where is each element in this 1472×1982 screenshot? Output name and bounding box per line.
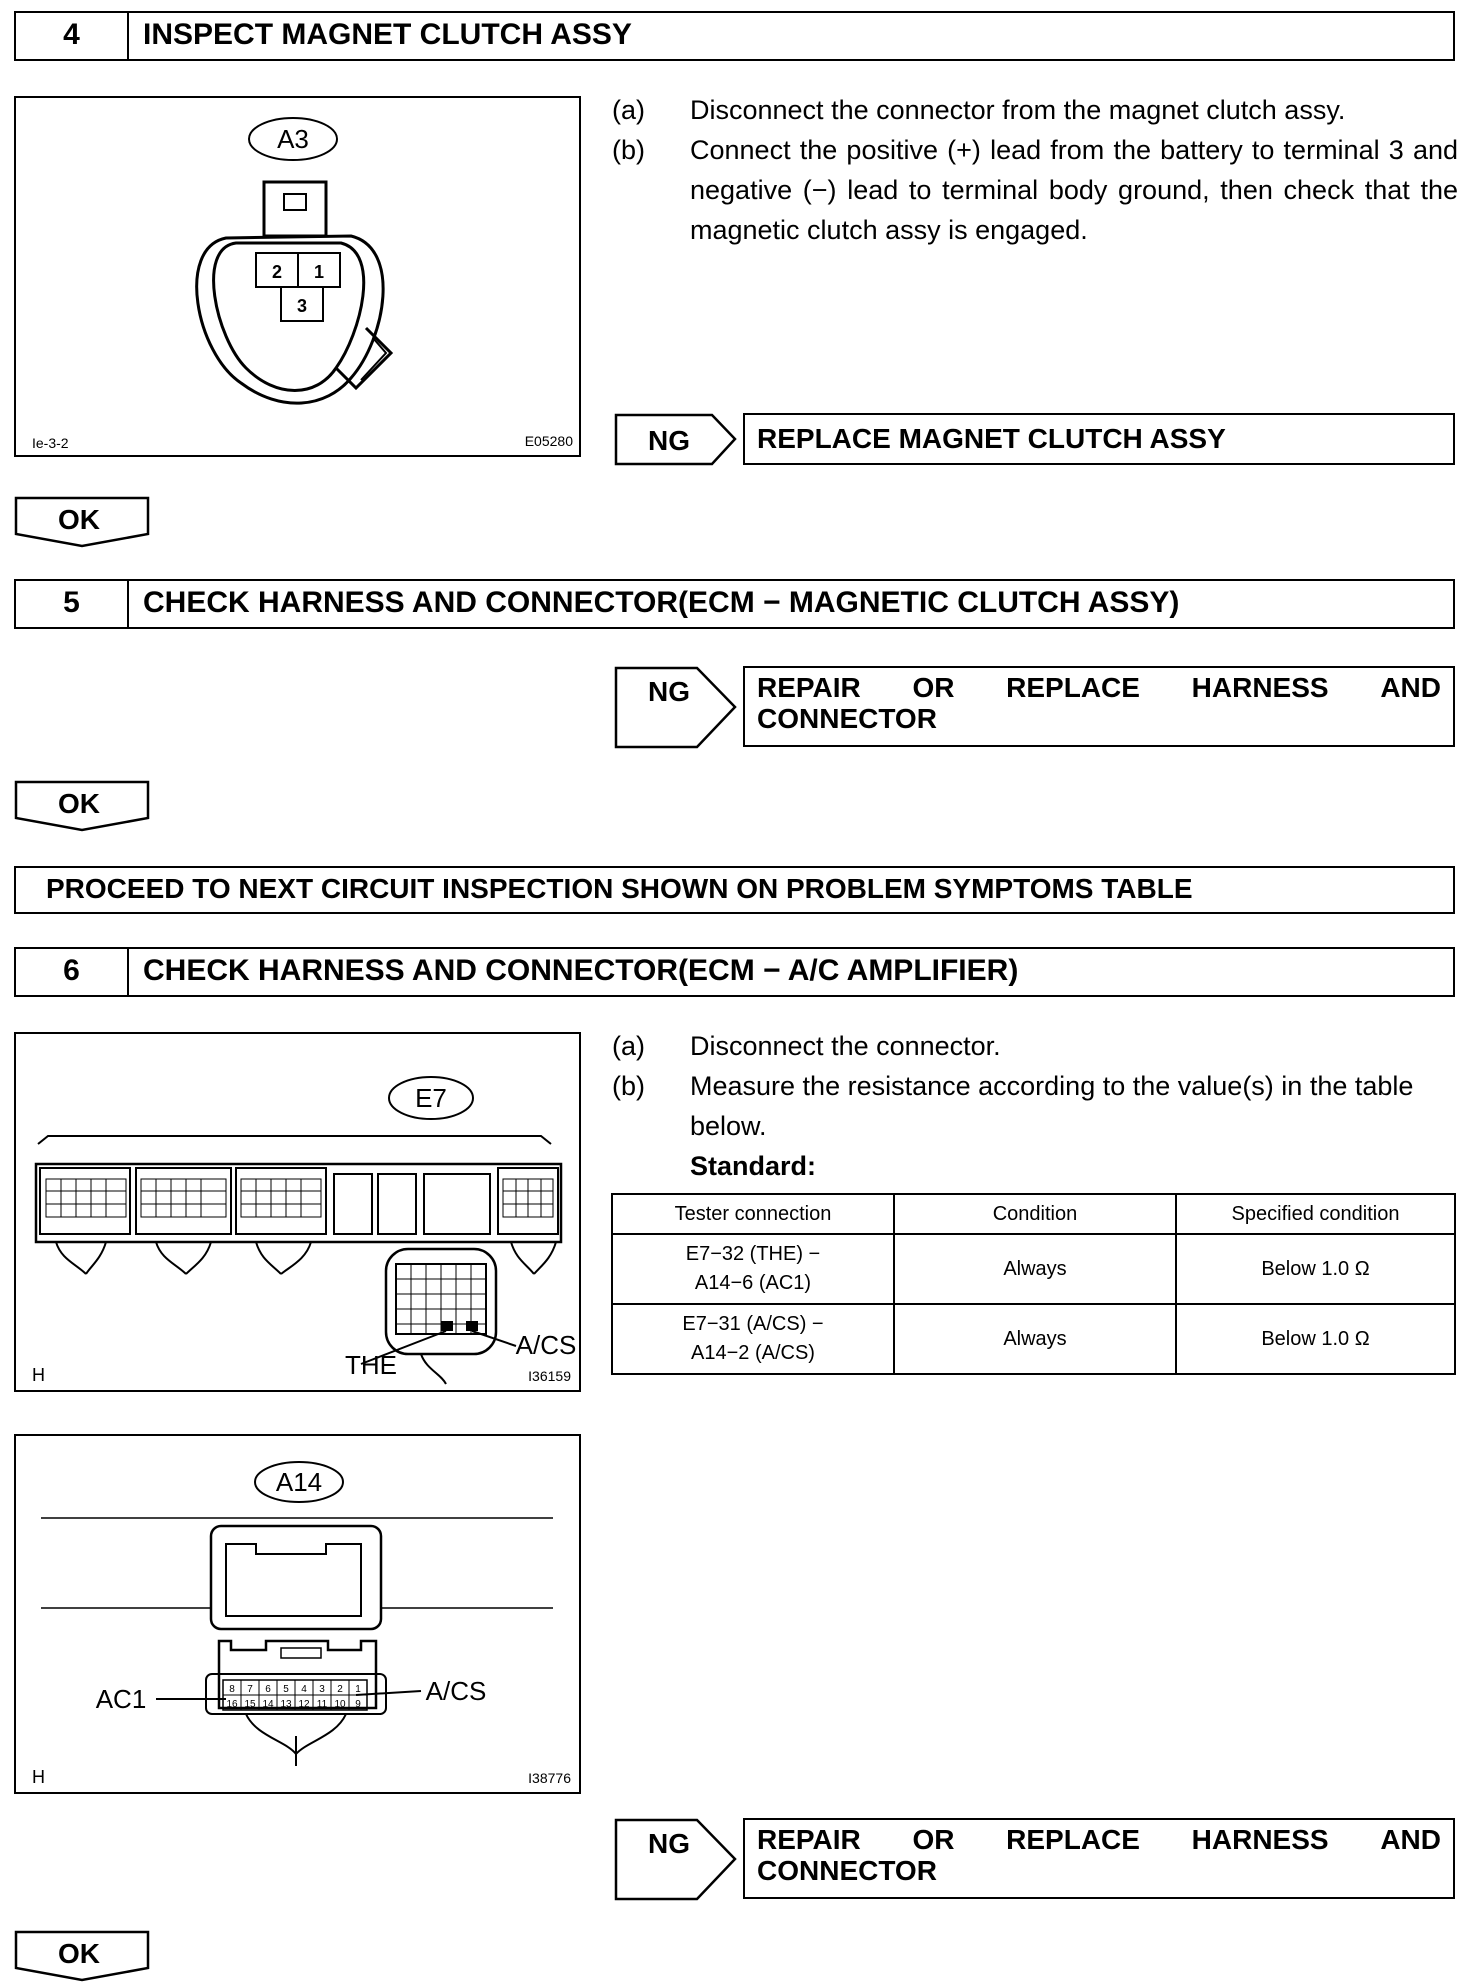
pin-number: 11 bbox=[316, 1699, 328, 1710]
result-line-2: CONNECTOR bbox=[757, 703, 937, 734]
svg-text:A14: A14 bbox=[275, 1467, 323, 1497]
label-acs: A/CS bbox=[425, 1676, 487, 1706]
table-row bbox=[612, 1304, 1455, 1374]
figure-code-right: I38776 bbox=[528, 1770, 571, 1786]
table-row bbox=[612, 1234, 1455, 1304]
connector-e7-diagram bbox=[16, 1034, 578, 1389]
pin-number: 3 bbox=[319, 1684, 325, 1695]
label-ac1: AC1 bbox=[95, 1684, 147, 1714]
pin-number: 4 bbox=[301, 1684, 307, 1695]
svg-text:2: 2 bbox=[271, 262, 283, 282]
svg-text:NG: NG bbox=[648, 676, 690, 707]
ecm-connector-figure bbox=[14, 1032, 581, 1392]
svg-text:1: 1 bbox=[313, 262, 325, 282]
figure-code-right: E05280 bbox=[524, 433, 573, 449]
result-line-1: REPAIR OR REPLACE HARNESS AND bbox=[757, 672, 1441, 703]
svg-text:3: 3 bbox=[296, 296, 308, 316]
svg-text:OK: OK bbox=[58, 1938, 100, 1969]
step-5-header bbox=[14, 579, 1455, 629]
ok-tab bbox=[14, 1930, 150, 1982]
column-header: Tester connection bbox=[612, 1194, 894, 1234]
table-cell: Below 1.0 Ω bbox=[1176, 1304, 1455, 1374]
label-the: THE bbox=[345, 1350, 397, 1380]
pin-number: 1 bbox=[355, 1684, 361, 1695]
pin-number: 2 bbox=[337, 1684, 343, 1695]
step-number: 4 bbox=[16, 13, 129, 59]
step-4-header bbox=[14, 11, 1455, 61]
svg-text:E7: E7 bbox=[415, 1083, 447, 1113]
label-acs: A/CS bbox=[515, 1330, 577, 1360]
figure-code-right: I36159 bbox=[528, 1368, 571, 1384]
connector-a3-diagram bbox=[16, 98, 578, 454]
ng-arrow bbox=[614, 1818, 739, 1902]
table-cell: Below 1.0 Ω bbox=[1176, 1234, 1455, 1304]
ng-arrow bbox=[614, 413, 739, 467]
result-line-1: REPAIR OR REPLACE HARNESS AND bbox=[757, 1824, 1441, 1855]
step-6-header bbox=[14, 947, 1455, 997]
pin-number: 6 bbox=[265, 1684, 271, 1695]
figure-code-left: Ie-3-2 bbox=[32, 435, 69, 451]
svg-text:OK: OK bbox=[58, 788, 100, 819]
ac-amplifier-connector-figure bbox=[14, 1434, 581, 1794]
pin-number: 10 bbox=[334, 1699, 346, 1710]
standard-label: Standard: bbox=[690, 1151, 817, 1181]
magnet-clutch-connector-figure bbox=[14, 96, 581, 457]
step-title: CHECK HARNESS AND CONNECTOR(ECM − MAGNETIC CLUTCH ASSY) bbox=[143, 586, 1180, 619]
step-number: 5 bbox=[16, 581, 129, 627]
connector-a14-diagram bbox=[16, 1436, 578, 1791]
figure-code-left: H bbox=[32, 1767, 45, 1787]
step-4-instructions bbox=[612, 90, 1458, 250]
svg-text:NG: NG bbox=[648, 1828, 690, 1859]
ng-arrow bbox=[614, 666, 739, 750]
instruction-item: (b) Measure the resistance according to the value(s) in the table below. bbox=[612, 1071, 1414, 1141]
step-6-instructions bbox=[612, 1026, 1458, 1186]
result-line-2: CONNECTOR bbox=[757, 1855, 937, 1886]
column-header: Condition bbox=[894, 1194, 1176, 1234]
svg-text:NG: NG bbox=[648, 425, 690, 456]
figure-code-left: H bbox=[32, 1365, 45, 1385]
pin-number: 13 bbox=[280, 1699, 292, 1710]
pin-number: 8 bbox=[229, 1684, 235, 1695]
table-cell: Always bbox=[894, 1304, 1176, 1374]
pin-number: 15 bbox=[244, 1699, 256, 1710]
column-header: Specified condition bbox=[1176, 1194, 1455, 1234]
table-cell: E7−32 (THE) − A14−6 (AC1) bbox=[612, 1234, 894, 1304]
pin-number: 12 bbox=[298, 1699, 310, 1710]
pin-number: 5 bbox=[283, 1684, 289, 1695]
instruction-item: (a) Disconnect the connector from the magnet clutch assy. bbox=[612, 95, 1346, 125]
pin-number: 7 bbox=[247, 1684, 253, 1695]
ng-result-box: REPLACE MAGNET CLUTCH ASSY bbox=[743, 413, 1455, 465]
instruction-item: (a) Disconnect the connector. bbox=[612, 1031, 1001, 1061]
ok-tab bbox=[14, 496, 150, 550]
step-number: 6 bbox=[16, 949, 129, 995]
step-title: INSPECT MAGNET CLUTCH ASSY bbox=[143, 18, 632, 51]
table-cell: E7−31 (A/CS) − A14−2 (A/CS) bbox=[612, 1304, 894, 1374]
ng-result-box bbox=[743, 666, 1455, 747]
instruction-item: (b) Connect the positive (+) lead from the battery to terminal 3 and negative (−) lead to terminal body ground, then check that the magnetic clutch assy is engaged. bbox=[612, 135, 1458, 245]
svg-text:OK: OK bbox=[58, 504, 100, 535]
pin-number: 9 bbox=[355, 1699, 361, 1710]
pin-number: 14 bbox=[262, 1699, 274, 1710]
pin-number: 16 bbox=[226, 1699, 238, 1710]
step-title: CHECK HARNESS AND CONNECTOR(ECM − A/C AMPLIFIER) bbox=[143, 954, 1019, 987]
table-cell: Always bbox=[894, 1234, 1176, 1304]
ng-result-box bbox=[743, 1818, 1455, 1899]
connector-id-label: A3 bbox=[277, 124, 309, 154]
ok-tab bbox=[14, 780, 150, 834]
proceed-box: PROCEED TO NEXT CIRCUIT INSPECTION SHOWN ON PROBLEM SYMPTOMS TABLE bbox=[14, 866, 1455, 914]
spec-table bbox=[611, 1193, 1456, 1375]
